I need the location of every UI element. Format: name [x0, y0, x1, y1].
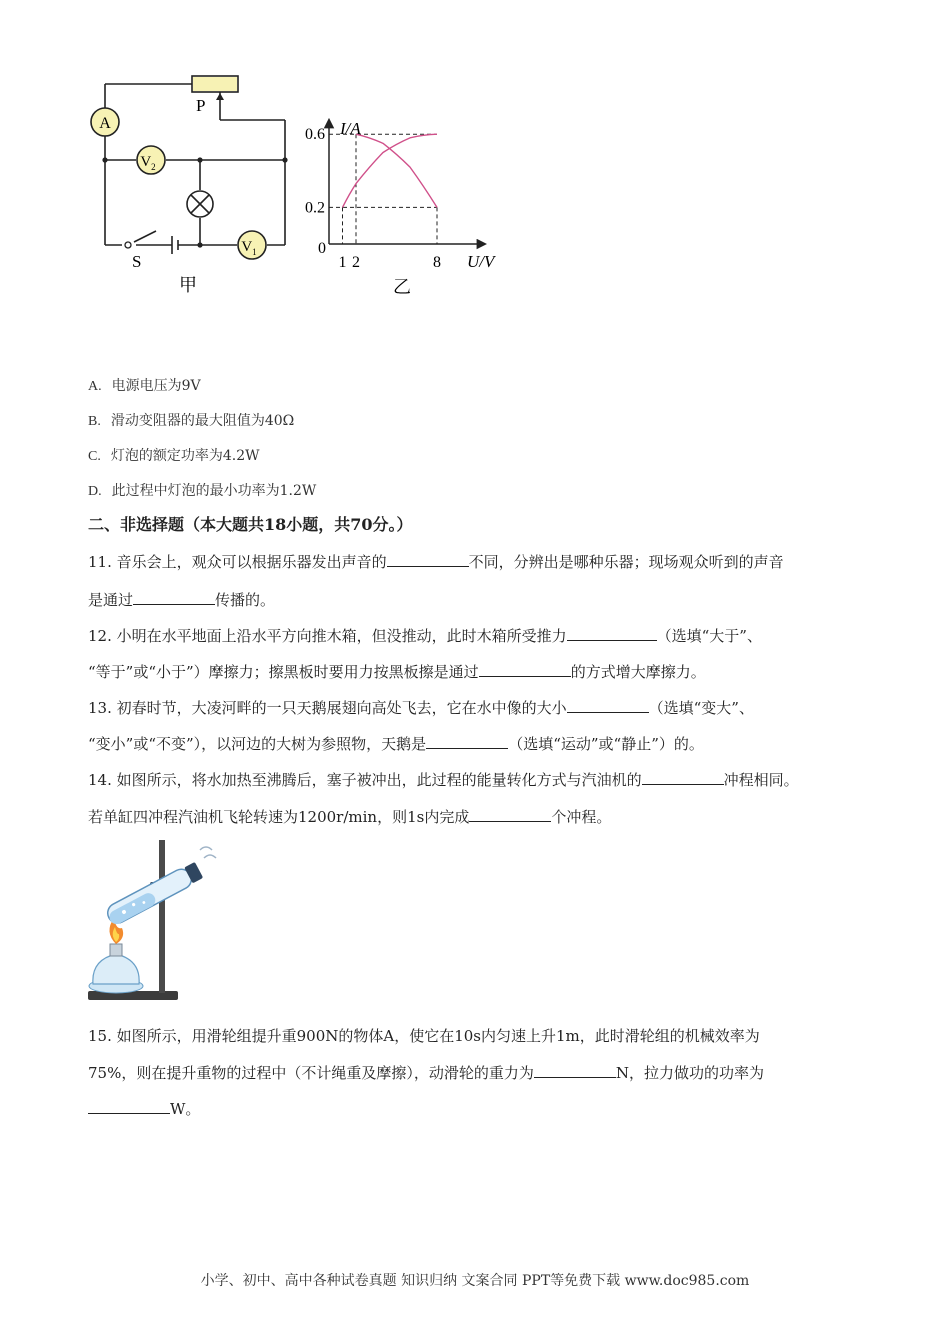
option-d: D. 此过程中灯泡的最小功率为1.2W: [88, 483, 317, 499]
curve-rising: [343, 134, 438, 207]
x-tick-1: 1: [338, 254, 347, 271]
q14-line2: 若单缸四冲程汽油机飞轮转速为1200r/min，则1s内完成 个冲程。: [88, 808, 612, 826]
q15-blank-1[interactable]: [534, 1063, 616, 1078]
slider-label: P: [196, 96, 206, 115]
x-axis-label: U/V: [467, 252, 495, 271]
circuit-diagram: [80, 70, 300, 300]
q11-blank-1[interactable]: [387, 552, 469, 567]
q12-blank-1[interactable]: [567, 626, 657, 641]
y-axis-label: I/A: [340, 119, 361, 138]
circuit-caption: 甲: [179, 275, 197, 295]
y-tick-0.2: 0.2: [305, 199, 325, 217]
ammeter-label: A: [99, 115, 111, 132]
q11-line2: 是通过 传播的。: [88, 591, 276, 609]
x-tick-8: 8: [433, 254, 441, 271]
q15-line1: 15. 如图所示，用滑轮组提升重900N的物体A，使它在10s内匀速上升1m，此时滑轮组的机械效率为: [88, 1027, 760, 1045]
q13-line2: “变小”或“不变”），以河边的大树为参照物，天鹅是 （选填“运动”或“静止”）的。: [88, 735, 704, 753]
test-tube-illustration: [86, 838, 226, 1004]
q15-line3: W。: [88, 1098, 200, 1120]
graph-caption: 乙: [393, 277, 411, 297]
q15-line2: 75%，则在提升重物的过程中（不计绳重及摩擦），动滑轮的重力为 N，拉力做功的功率为: [88, 1064, 764, 1082]
footer: 小学、初中、高中各种试卷真题 知识归纳 文案合同 PPT等免费下载 www.doc985.com: [200, 1273, 750, 1289]
option-c: C. 灯泡的额定功率为4.2W: [88, 448, 260, 464]
q13-blank-2[interactable]: [426, 734, 508, 749]
y-tick-0.6: 0.6: [305, 126, 325, 144]
q14-blank-2[interactable]: [469, 807, 551, 822]
switch-label: S: [132, 252, 142, 271]
q13-blank-1[interactable]: [567, 698, 649, 713]
q11-blank-2[interactable]: [133, 590, 215, 605]
voltmeter-v1-label: $V_1$: [241, 239, 257, 257]
q12-blank-2[interactable]: [479, 662, 571, 677]
q14-line1: 14. 如图所示，将水加热至沸腾后，塞子被冲出，此过程的能量转化方式与汽油机的 冲程相同。: [88, 771, 799, 789]
option-b: B. 滑动变阻器的最大阻值为40Ω: [88, 413, 295, 429]
q15-blank-2[interactable]: [88, 1099, 170, 1114]
x-tick-2: 2: [352, 254, 360, 271]
q11-line1: 11. 音乐会上，观众可以根据乐器发出声音的 不同，分辨出是哪种乐器；现场观众听到的声音: [88, 553, 784, 571]
voltmeter-v2-label: $V_2$: [140, 154, 156, 172]
q13-line1: 13. 初春时节，大凌河畔的一只天鹅展翅向高处飞去，它在水中像的大小 （选填“变大”、: [88, 699, 754, 717]
origin-label: 0: [318, 240, 326, 257]
q12-line1: 12. 小明在水平地面上沿水平方向推木箱，但没推动，此时木箱所受推力 （选填“大于”、: [88, 627, 762, 645]
section-title: 二、非选择题（本大题共18小题，共70分。）: [88, 515, 413, 534]
q14-blank-1[interactable]: [642, 770, 724, 785]
option-a: A. 电源电压为9V: [88, 378, 201, 394]
q12-line2: “等于”或“小于”）摩擦力；擦黑板时要用力按黑板擦是通过 的方式增大摩擦力。: [88, 663, 706, 681]
iv-graph: [300, 112, 520, 302]
